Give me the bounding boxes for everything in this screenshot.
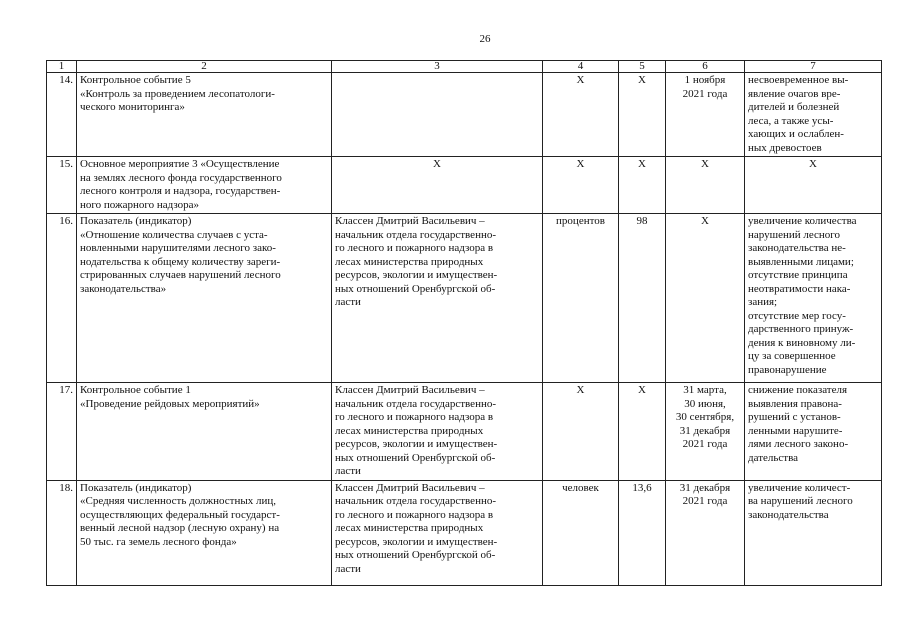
row-number xyxy=(47,383,77,481)
cell-line: X xyxy=(701,158,709,170)
cell-line: леса, а также усы- xyxy=(748,114,834,127)
cell-line: венный лесной надзор (лесную охрану) на xyxy=(80,522,280,534)
deadline-cell xyxy=(666,480,745,585)
cell-line: Классен Дмитрий Васильевич – xyxy=(335,215,485,227)
column-header-row xyxy=(47,61,882,73)
cell-line: 31 марта, xyxy=(683,384,727,396)
cell-line: 15. xyxy=(59,158,73,170)
cell-line: го лесного и пожарного надзора в xyxy=(335,242,494,254)
cell-line: Основное мероприятие 3 «Осуществление xyxy=(80,158,280,170)
cell-line: стрированных случаев нарушений лесного xyxy=(80,269,281,281)
column-header: 4 xyxy=(543,61,619,73)
cell-line: X xyxy=(576,384,585,396)
cell-line: ческого мониторинга» xyxy=(80,101,185,113)
cell-line: ных древостоев xyxy=(748,141,822,154)
table-row xyxy=(47,73,882,157)
row-number xyxy=(47,214,77,383)
responsible-person-cell xyxy=(332,480,543,585)
value-cell xyxy=(619,383,666,481)
cell-line: отсутствие мер госу- xyxy=(748,309,846,322)
result-cell xyxy=(745,383,882,481)
column-header: 2 xyxy=(77,61,332,73)
cell-line: 98 xyxy=(636,215,648,227)
value-cell xyxy=(619,157,666,214)
cell-line: нодательства к общему количеству зареги- xyxy=(80,255,281,268)
table-row xyxy=(47,157,882,214)
column-header: 3 xyxy=(332,61,543,73)
value-cell xyxy=(619,480,666,585)
cell-line: 31 декабря xyxy=(679,424,731,437)
cell-line: выявленными лицами; xyxy=(748,255,854,268)
plan-table xyxy=(46,60,882,586)
cell-line: X xyxy=(638,74,646,86)
cell-line: нарушений лесного xyxy=(748,228,841,241)
table-row xyxy=(47,480,882,585)
cell-line: выявления правона- xyxy=(748,397,842,410)
cell-line: зания; xyxy=(748,296,778,308)
cell-line: лесного контроля и надзора, государствен- xyxy=(80,185,281,197)
cell-line: X xyxy=(576,158,585,170)
row-number xyxy=(47,157,77,214)
cell-line: «Средняя численность должностных лиц, xyxy=(80,495,277,507)
cell-line: 18. xyxy=(59,481,73,494)
cell-line: явление очагов вре- xyxy=(748,87,841,100)
cell-line: X xyxy=(701,215,709,227)
cell-line: законодательства не- xyxy=(748,242,846,254)
cell-line: «Отношение количества случаев с уста- xyxy=(80,228,268,241)
cell-line: X xyxy=(638,158,646,170)
cell-line: хающих и ослаблен- xyxy=(748,128,844,140)
cell-line: 13,6 xyxy=(632,481,652,494)
cell-line: 2021 года xyxy=(682,438,728,450)
cell-line: ресурсов, экологии и имуществен- xyxy=(335,269,498,281)
cell-line: Показатель (индикатор) xyxy=(80,215,192,227)
row-number xyxy=(47,480,77,585)
cell-line: 2021 года xyxy=(682,87,728,100)
cell-line: дательства xyxy=(748,451,799,464)
cell-line: человек xyxy=(562,481,599,494)
cell-line: ных отношений Оренбургской об- xyxy=(335,451,496,464)
cell-line: X xyxy=(809,158,817,170)
result-cell xyxy=(745,73,882,157)
cell-line: 17. xyxy=(59,384,73,396)
cell-line: лесах министерства природных xyxy=(335,255,484,268)
cell-line: «Контроль за проведением лесопатологи- xyxy=(80,87,275,100)
cell-line: ленными нарушите- xyxy=(748,424,843,437)
result-cell xyxy=(745,157,882,214)
table-row xyxy=(47,383,882,481)
cell-line: Контрольное событие 1 xyxy=(80,384,191,396)
cell-line: лесах министерства природных xyxy=(335,522,484,534)
cell-line: ласти xyxy=(335,296,361,308)
cell-line: 2021 года xyxy=(682,495,728,507)
cell-line: несвоевременное вы- xyxy=(748,74,849,86)
cell-line: Контрольное событие 5 xyxy=(80,74,191,86)
value-cell xyxy=(619,73,666,157)
cell-line: 30 июня, xyxy=(684,397,726,410)
cell-line: X xyxy=(433,158,441,170)
deadline-cell xyxy=(666,214,745,383)
cell-line: X xyxy=(638,384,646,396)
cell-line: дителей и болезней xyxy=(748,101,840,113)
cell-line: дарственного принуж- xyxy=(748,323,854,335)
cell-line: лями лесного законо- xyxy=(748,438,849,450)
cell-line: законодательства xyxy=(748,508,829,521)
cell-line: ного пожарного надзора» xyxy=(80,198,200,211)
deadline-cell xyxy=(666,157,745,214)
cell-line: отсутствие принципа xyxy=(748,269,848,281)
column-header: 1 xyxy=(47,61,77,73)
cell-line: снижение показателя xyxy=(748,384,848,396)
cell-line: ных отношений Оренбургской об- xyxy=(335,282,496,295)
row-number xyxy=(47,73,77,157)
cell-line: 16. xyxy=(59,215,73,227)
cell-line: 1 ноября xyxy=(684,74,726,86)
column-header: 6 xyxy=(666,61,745,73)
cell-line: неотвратимости нака- xyxy=(748,282,851,295)
responsible-person-cell xyxy=(332,383,543,481)
page-number: 26 xyxy=(479,33,491,45)
cell-line: рушений с установ- xyxy=(748,411,841,423)
cell-line: ресурсов, экологии и имуществен- xyxy=(335,438,498,450)
cell-line: Классен Дмитрий Васильевич – xyxy=(335,481,485,494)
cell-line: ва нарушений лесного xyxy=(748,495,853,507)
cell-line: ласти xyxy=(335,562,361,575)
cell-line: ласти xyxy=(335,465,361,477)
deadline-cell xyxy=(666,73,745,157)
cell-line: 14. xyxy=(59,74,73,86)
cell-line: увеличение количества xyxy=(748,215,857,227)
cell-line: начальник отдела государственно- xyxy=(335,397,497,410)
cell-line: новленными нарушителями лесного зако- xyxy=(80,242,276,254)
cell-line: на землях лесного фонда государственного xyxy=(80,171,282,184)
unit-cell xyxy=(543,214,619,383)
table-row xyxy=(47,214,882,383)
cell-line: X xyxy=(576,74,585,86)
deadline-cell xyxy=(666,383,745,481)
responsible-person-cell xyxy=(332,214,543,383)
event-name-cell xyxy=(77,73,332,157)
column-header: 7 xyxy=(745,61,882,73)
cell-line: го лесного и пожарного надзора в xyxy=(335,508,494,521)
result-cell xyxy=(745,480,882,585)
cell-line: 50 тыс. га земель лесного фонда» xyxy=(80,535,237,548)
event-name-cell xyxy=(77,157,332,214)
cell-line: лесах министерства природных xyxy=(335,424,484,437)
unit-cell xyxy=(543,157,619,214)
cell-line: 31 декабря xyxy=(679,481,731,494)
cell-line: законодательства» xyxy=(80,282,167,295)
cell-line: начальник отдела государственно- xyxy=(335,495,497,507)
cell-line: «Проведение рейдовых мероприятий» xyxy=(80,397,260,410)
cell-line: го лесного и пожарного надзора в xyxy=(335,411,494,423)
cell-line: 30 сентября, xyxy=(675,411,735,423)
cell-line: дения к виновному ли- xyxy=(748,336,856,349)
cell-line: ных отношений Оренбургской об- xyxy=(335,549,496,561)
event-name-cell xyxy=(77,480,332,585)
unit-cell xyxy=(543,73,619,157)
responsible-person-cell xyxy=(332,157,543,214)
cell-line: начальник отдела государственно- xyxy=(335,228,497,241)
cell-line: Классен Дмитрий Васильевич – xyxy=(335,384,485,396)
cell-line: осуществляющих федеральный государст- xyxy=(80,508,280,521)
cell-line: Показатель (индикатор) xyxy=(80,481,192,494)
column-header: 5 xyxy=(619,61,666,73)
result-cell xyxy=(745,214,882,383)
cell-line: ресурсов, экологии и имуществен- xyxy=(335,535,498,548)
cell-line: увеличение количест- xyxy=(748,481,851,494)
cell-line: правонарушение xyxy=(748,363,827,376)
event-name-cell xyxy=(77,214,332,383)
responsible-person-cell xyxy=(332,73,543,157)
cell-line: цу за совершенное xyxy=(748,350,836,362)
cell-line: процентов xyxy=(556,215,605,227)
unit-cell xyxy=(543,480,619,585)
value-cell xyxy=(619,214,666,383)
unit-cell xyxy=(543,383,619,481)
event-name-cell xyxy=(77,383,332,481)
